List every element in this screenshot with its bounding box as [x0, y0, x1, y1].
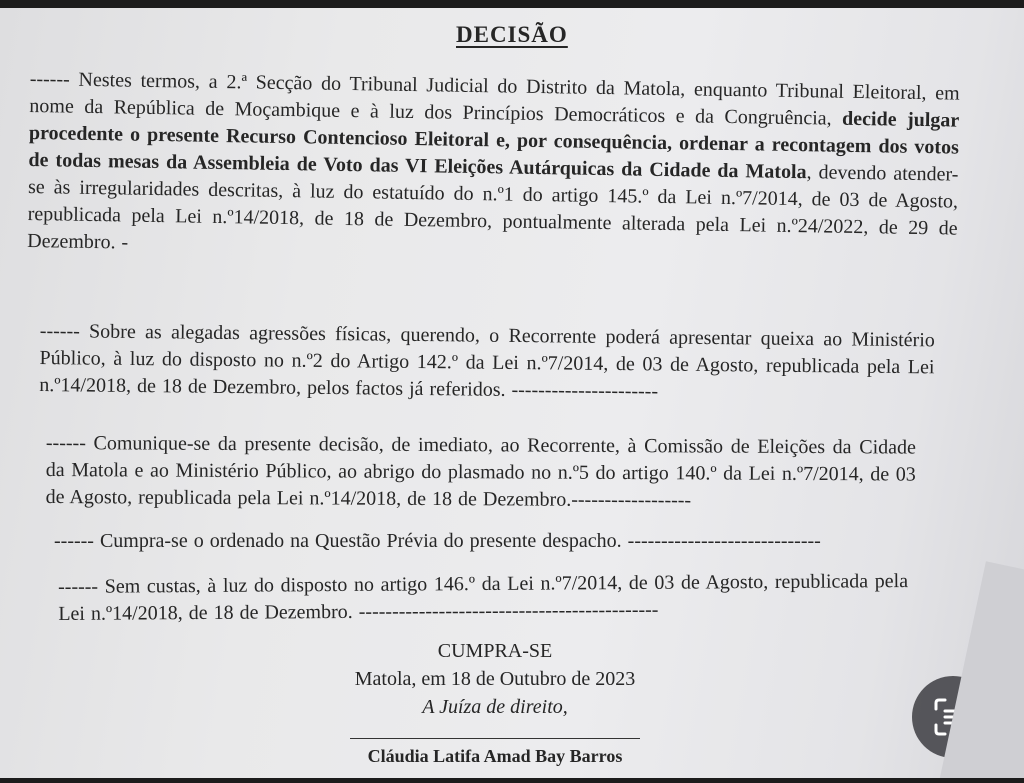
paragraph-costs — [58, 568, 908, 628]
paragraph-bold-run: decide julgar procedente o presente Recurso Contencioso Eleitoral e, por consequência, ordenar a recontagem dos votos de todas mesas da Assembleia de Voto das VI Eleições Autárquicas da Cidade da Matola — [28, 107, 960, 184]
paragraph-decision — [27, 66, 960, 270]
place-date: Matola, em 18 de Outubro de 2023 — [354, 668, 636, 690]
document-title: DECISÃO — [456, 22, 568, 47]
paragraph-text-run: ------ Nestes termos, a 2.ª Secção do Tribunal Judicial do Distrito da Matola, enquanto Tribunal Eleitoral, em nome da República de Moçambique e à luz dos Princípios Democráticos e da Congruência, — [29, 67, 960, 130]
paragraph-text-run: ------ Sem custas, à luz do disposto no artigo 146.º da Lei n.º7/2014, de 03 de Agosto, republicada pela Lei n.º14/2018, de 18 de Dezembro. --------------------------------------------- — [58, 570, 909, 625]
paragraph-text-run: ------ Comunique-se da presente decisão, de imediato, ao Recorrente, à Comissão de Eleições da Cidade da Matola e ao Ministério Público, ao abrigo do plasmado no n.º5 do artigo 140.º da Lei n.º7/2014, de 03 de Agosto, republicada pela Lei n.º14/2018, de 18 de Dezembro.------------------ — [45, 431, 916, 512]
judge-role: A Juíza de direito, — [422, 696, 568, 718]
signature-line — [350, 738, 640, 739]
document-photo — [0, 8, 1024, 778]
paragraph-communication — [46, 430, 916, 516]
paragraph-text-run: ------ Sobre as alegadas agressões físicas, querendo, o Recorrente poderá apresentar queixa ao Ministério Público, à luz do disposto no n.º2 do Artigo 142.º da Lei n.º7/2014, de 03 de Agosto, republicada pela Lei n.º14/2018, de 18 de Dezembro, pelos factos já referidos. ---------------------- — [39, 319, 935, 403]
document-page — [0, 8, 1024, 778]
text-scan-button[interactable] — [912, 676, 994, 758]
paragraph-text-run: ------ Cumpra-se o ordenado na Questão Prévia do presente despacho. ----------------------------- — [54, 530, 821, 552]
text-scan-icon — [932, 696, 974, 738]
paragraph-prior-question — [54, 528, 914, 555]
closing-heading: CUMPRA-SE — [437, 640, 553, 662]
paragraph-text-run: , devendo atender-se às irregularidades descritas, à luz do estatuído do n.º1 do artigo 145.º da Lei n.º7/2014, de 03 de Agosto, republicada pela Lei n.º14/2018, de 18 de Dezembro, pontualmente alterada pela Lei n.º24/2022, de 29 de Dezembro. - — [27, 161, 959, 254]
signer-name: Cláudia Latifa Amad Bay Barros — [367, 746, 623, 766]
paragraph-aggressions — [39, 318, 935, 408]
